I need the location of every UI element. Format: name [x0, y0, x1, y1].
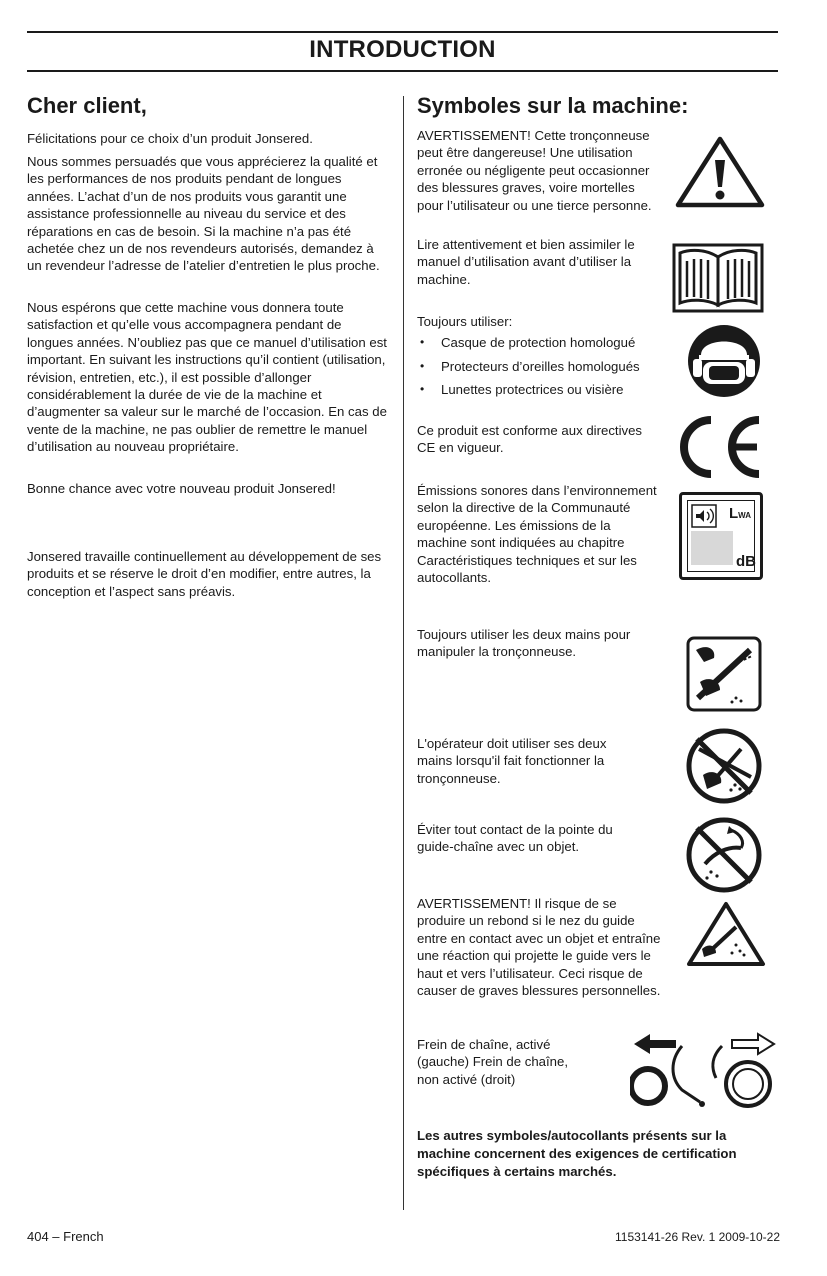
operator-two-hands-text: L'opérateur doit utiliser ses deux mains lorsqu'il fait fonctionner la tronçonneuse.	[417, 736, 607, 786]
no-one-hand-icon	[685, 727, 763, 805]
left-heading: Cher client,	[27, 93, 147, 118]
chain-brake-icon	[630, 1030, 778, 1108]
noise-label-wa: WA	[738, 511, 752, 520]
noise-label-icon	[679, 492, 763, 580]
list-item: • Lunettes protectrices ou visière	[417, 381, 640, 405]
always-use-text: Toujours utiliser:	[417, 314, 513, 329]
list-item: • Protecteurs d’oreilles homologués	[417, 358, 640, 382]
no-tip-contact-icon	[685, 816, 763, 894]
right-heading: Symboles sur la machine:	[417, 93, 689, 118]
ce-text: Ce produit est conforme aux directives CE en vigueur.	[417, 423, 643, 456]
noise-text: Émissions sonores dans l’environnement selon la directive de la Communauté européenne. Les émissions de la machine sont indiquées au chapitre Caractéristiques techniques et sur les autocollants.	[417, 483, 657, 586]
two-hands-text: Toujours utiliser les deux mains pour manipuler la tronçonneuse.	[417, 627, 631, 660]
paragraph-quality: Nous sommes persuadés que vous apprécierez la qualité et les performances de nos produits pendant de longues années. L’achat d’un de nos produits vous garantit une assistance professionnelle au niveau du service et des réparations en cas de besoin. Si la machine n’a pas été achetée chez un de nos revendeurs autorisés, demandez à un revendeur l’adresse de l’atelier d’entretien le plus proche.	[27, 154, 380, 274]
chain-brake-text: Frein de chaîne, activé (gauche) Frein de chaîne, non activé (droit)	[417, 1037, 569, 1087]
page-title: INTRODUCTION	[309, 36, 496, 63]
protective-gear-icon	[685, 323, 763, 399]
top-rule	[27, 31, 778, 33]
two-hands-icon	[686, 636, 762, 712]
paragraph-congrats: Félicitations pour ce choix d’un produit Jonsered.	[27, 131, 313, 146]
kickback-warning-icon	[686, 901, 766, 967]
avoid-tip-text: Éviter tout contact de la pointe du guide-chaîne avec un objet.	[417, 822, 613, 855]
column-divider	[403, 96, 404, 1210]
noise-label-l: L	[729, 505, 739, 522]
warning-text: AVERTISSEMENT! Cette tronçonneuse peut être dangereuse! Une utilisation erronée ou négligente peut occasionner des blessures graves, voire mortelles pour l’utilisateur ou une tierce personne.	[417, 128, 652, 213]
paragraph-development: Jonsered travaille continuellement au développement de ses produits et se réserve le droit d’en modifier, entre autres, la conception et l’aspect sans préavis.	[27, 549, 382, 599]
warning-triangle-icon	[675, 136, 765, 208]
manual-book-icon	[672, 237, 764, 313]
paragraph-good-luck: Bonne chance avec votre nouveau produit Jonsered!	[27, 481, 336, 496]
document-reference: 1153141-26 Rev. 1 2009-10-22	[614, 1230, 780, 1244]
read-manual-text: Lire attentivement et bien assimiler le manuel d’utilisation avant d’utiliser la machine.	[417, 237, 635, 287]
other-symbols-note: Les autres symboles/autocollants présents sur la machine concernent des exigences de certification spécifiques à certains marchés.	[417, 1128, 737, 1179]
noise-label-db: dB	[736, 553, 756, 570]
ce-mark-icon	[673, 414, 765, 480]
ppe-list	[417, 334, 640, 405]
kickback-text: AVERTISSEMENT! Il risque de se produire un rebond si le nez du guide entre en contact avec un objet et entraîne une réaction qui projette le guide vers le haut et vers l’utilisateur. Ceci risque de causer de graves blessures personnelles.	[417, 896, 661, 999]
list-item: • Casque de protection homologué	[417, 334, 640, 358]
paragraph-hope: Nous espérons que cette machine vous donnera toute satisfaction et qu’elle vous accompagnera pendant de longues années. N’oubliez pas que ce manuel d’utilisation est important. En suivant les instructions qu’il contient (utilisation, révision, entretien, etc.), il est possible d’allonger considérablement la durée de vie de la machine et d’augmenter sa valeur sur le marché de l’occasion. En cas de vente de la machine, ne pas oublier de remettre le manuel d’utilisation au nouveau propriétaire.	[27, 300, 387, 455]
title-rule	[27, 70, 778, 72]
page-number: 404 – French	[27, 1229, 104, 1244]
